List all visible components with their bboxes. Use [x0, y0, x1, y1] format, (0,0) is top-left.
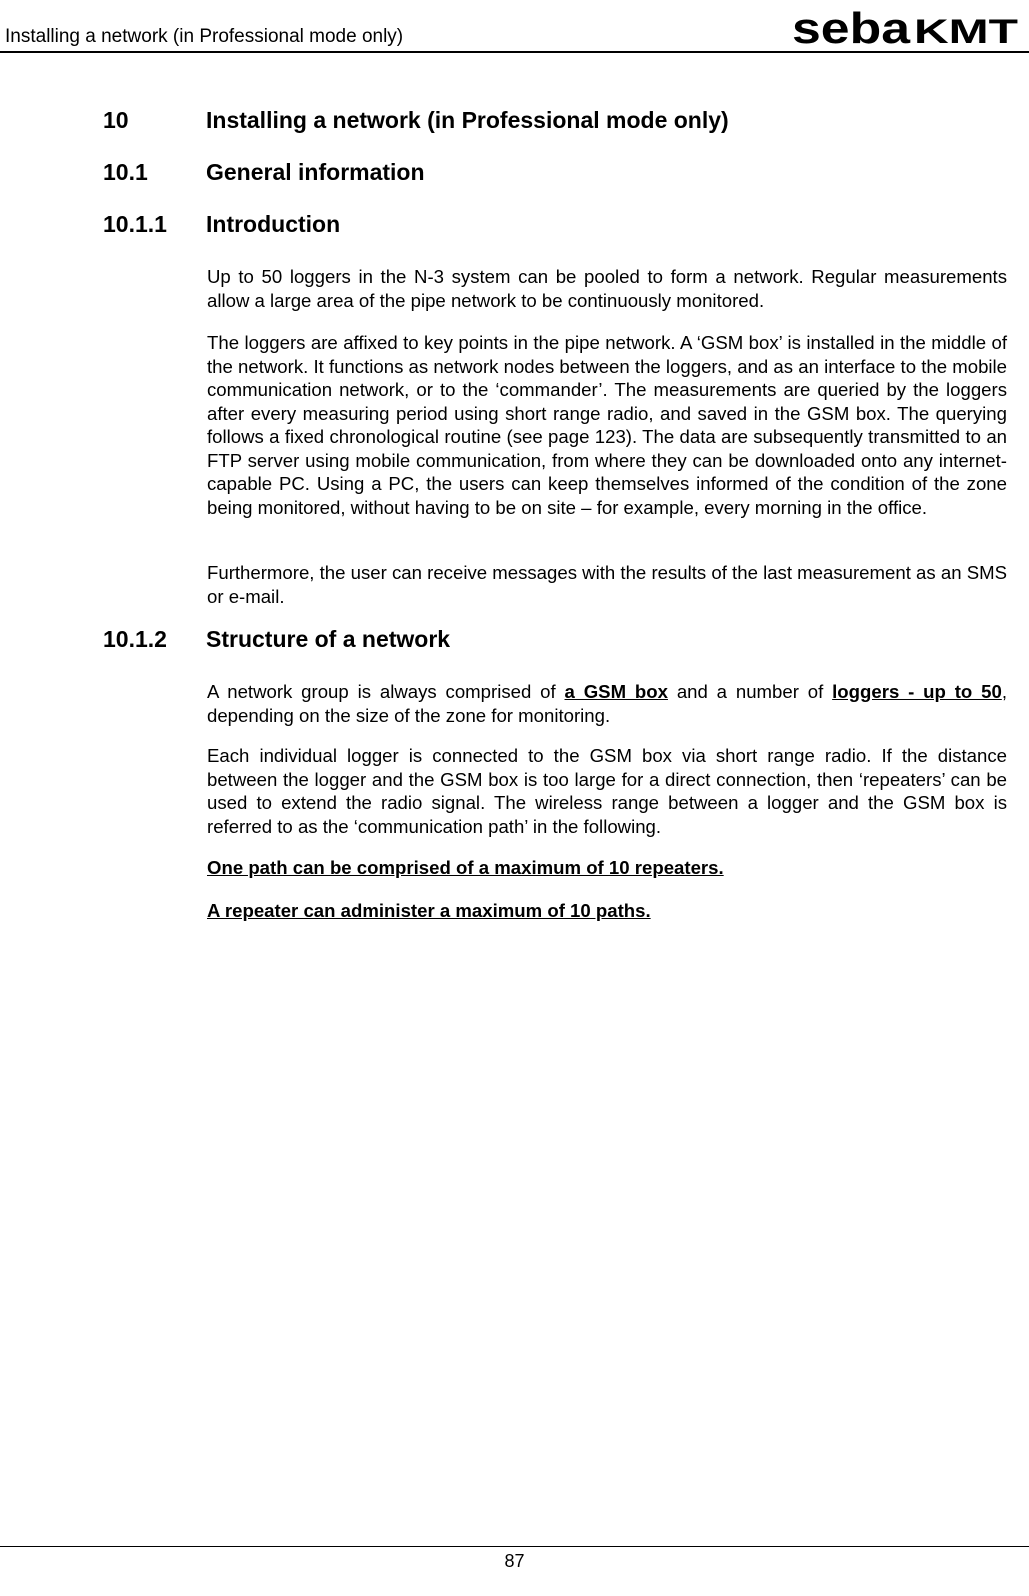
intro-paragraph-1: Up to 50 loggers in the N-3 system can be pooled to form a network. Regular measurements allow a large area of the pipe network to be continuously monitored.: [207, 266, 1007, 311]
rule-max-repeaters: One path can be comprised of a maximum of 10 repeaters.: [207, 857, 724, 878]
heading-10-1-2: [103, 626, 450, 653]
seba-kmt-logo: [792, 10, 1018, 50]
header-title: Installing a network (in Professional mode only): [5, 26, 404, 47]
intro-paragraph-3: Furthermore, the user can receive messages with the results of the last measurement as an SMS or e-mail.: [207, 562, 1007, 607]
heading-10-1: [103, 159, 425, 186]
heading-number: 10.1: [103, 159, 148, 185]
heading-10-1-1: [103, 211, 340, 238]
logo-text-main: seba: [792, 10, 911, 50]
heading-number: 10.1.1: [103, 211, 167, 237]
heading-number: 10: [103, 107, 129, 133]
structure-paragraph-1: [207, 680, 1007, 727]
structure-text-a: A network group is always comprised of: [207, 681, 565, 702]
loggers-emphasis: loggers - up to 50: [832, 681, 1002, 702]
logo-text-sub: KMT: [914, 13, 1018, 50]
heading-text: Introduction: [206, 211, 341, 237]
page-header: [0, 0, 1029, 52]
heading-text: General information: [206, 159, 425, 185]
footer-divider: [0, 1546, 1029, 1547]
structure-text-b: and a number of: [667, 681, 833, 702]
heading-number: 10.1.2: [103, 626, 167, 652]
rule-max-paths: A repeater can administer a maximum of 10 paths.: [207, 900, 651, 921]
heading-10: [103, 107, 729, 134]
gsm-box-emphasis: a GSM box: [564, 681, 668, 702]
header-divider: [0, 51, 1029, 53]
heading-text: Structure of a network: [206, 626, 451, 652]
heading-text: Installing a network (in Professional mode only): [206, 107, 729, 133]
page-number: 87: [504, 1551, 525, 1571]
structure-text-c: , depending on the size of the zone for monitoring.: [207, 681, 1007, 726]
structure-paragraph-2: Each individual logger is connected to the GSM box via short range radio. If the distance between the logger and the GSM box is too large for a direct connection, then ‘repeaters’ can be used to extend the radio signal. The wireless range between a logger and the GSM box is referred to as the ‘communication path’ in the following.: [207, 745, 1007, 837]
intro-paragraph-2: The loggers are affixed to key points in the pipe network. A ‘GSM box’ is installed in the middle of the network. It functions as network nodes between the loggers, and as an interface to the mobile communication network, or to the ‘commander’. The measurements are queried by the loggers after every measuring period using short range radio, and saved in the GSM box. The querying follows a fixed chronological routine (see page 123). The data are subsequently transmitted to an FTP server using mobile communication, from where they can be downloaded onto any internet-capable PC. Using a PC, the users can keep themselves informed of the condition of the zone being monitored, without having to be on site – for example, every morning in the office.: [207, 332, 1008, 518]
